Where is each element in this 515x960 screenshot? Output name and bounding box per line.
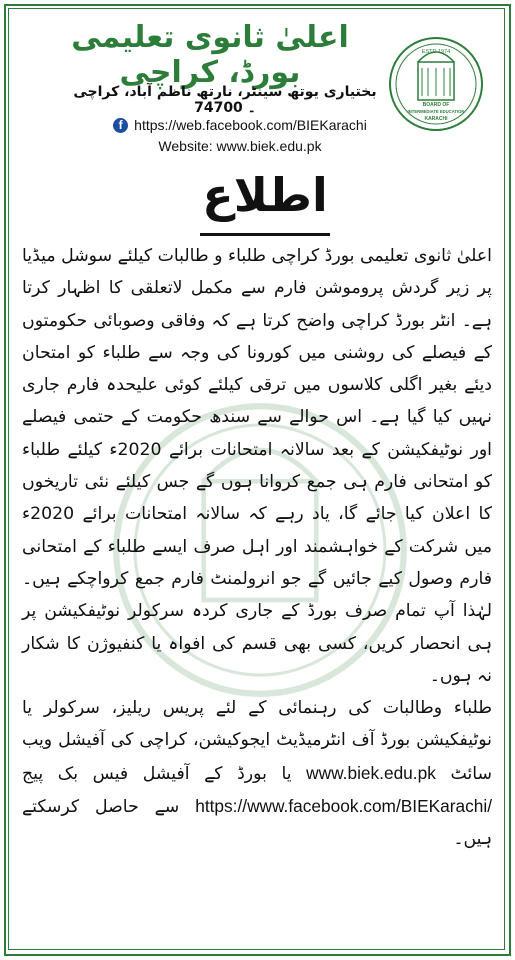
- notice-paragraph-1: اعلیٰ ثانوی تعلیمی بورڈ کراچی طلباء و طالبات کیلئے سوشل میڈیا پر زیر گردش پروموشن فارم سے مکمل لاتعلقی کا اظہار کرتا ہے۔ انٹر بورڈ کراچی واضح کرتا ہے کہ وفاقی وصوبائی حکومتوں کے فیصلے کی روشنی میں کورونا کی وجہ سے طلباء کو امتحان دیئے بغیر اگلی کلاسوں میں ترقی کیلئے کوئی علیحدہ فارم جاری نہیں کیا گیا ہے۔ اس حوالے سے سندھ حکومت کے حتمی فیصلے اور نوٹیفکیشن کے بعد سالانہ امتحانات برائے 2020ء کیلئے طلباء کو امتحانی فارم ہی جمع کروانا ہوں گے جس کیلئے نئی تاریخوں کا اعلان کیا جائے گا، یاد رہے کہ سالانہ امتحانات برائے 2020ء میں شرکت کے خواہشمند اور اہل صرف ایسے طلباء کے امتحانی فارم وصول کیے جائیں گے جو انرولمنٹ فارم جمع کرواچکے ہیں۔ لہٰذا آپ تمام صرف بورڈ کے جاری کردہ سرکولر نوٹیفکیشن پر ہی انحصار کریں، کسی بھی قسم کی افواہ یا کنفیوژن کا شکار نہ ہوں۔: [22, 246, 492, 686]
- facebook-url[interactable]: https://web.facebook.com/BIEKarachi: [134, 117, 367, 133]
- facebook-link-line[interactable]: [90, 117, 390, 133]
- board-logo: [388, 36, 484, 132]
- website-line[interactable]: Website: www.biek.edu.pk: [158, 138, 322, 154]
- board-address: بختیاری یوتھ سینٹر، نارتھ ناظم آباد، کراچی ۔ 74700: [73, 84, 377, 116]
- paragraph-2-start: طلباء وطالبات کی رہنمائی کے لئے پریس ریلیز، سرکولر یا نوٹیفکیشن بورڈ آف انٹرمیڈیٹ ایجوکیشن، کراچی کی آفیشل ویب سائٹ: [22, 698, 492, 784]
- paragraph-2-end: سے حاصل کرسکتے ہیں۔: [22, 797, 492, 850]
- logo-top-text: ESTD 1974: [421, 49, 451, 55]
- facebook-icon: f: [113, 118, 128, 133]
- logo-label-1: BOARD OF: [422, 102, 450, 108]
- board-title: اعلیٰ ثانوی تعلیمی بورڈ، کراچی: [71, 20, 349, 90]
- logo-label-2: INTERMEDIATE EDUCATION: [407, 109, 465, 114]
- notice-heading: اطلاع: [202, 168, 328, 222]
- paragraph-2-mid: یا بورڈ کے آفیشل فیس بک پیج: [22, 763, 292, 784]
- heading-underline: [200, 233, 330, 236]
- notice-paragraph-2: [22, 692, 492, 855]
- notice-body: [22, 240, 492, 856]
- website-url-link[interactable]: www.biek.edu.pk: [306, 762, 436, 783]
- letterhead: [0, 0, 515, 170]
- logo-label-3: KARACHI: [424, 116, 448, 122]
- facebook-page-link[interactable]: https://www.facebook.com/BIEKarachi/: [195, 796, 492, 817]
